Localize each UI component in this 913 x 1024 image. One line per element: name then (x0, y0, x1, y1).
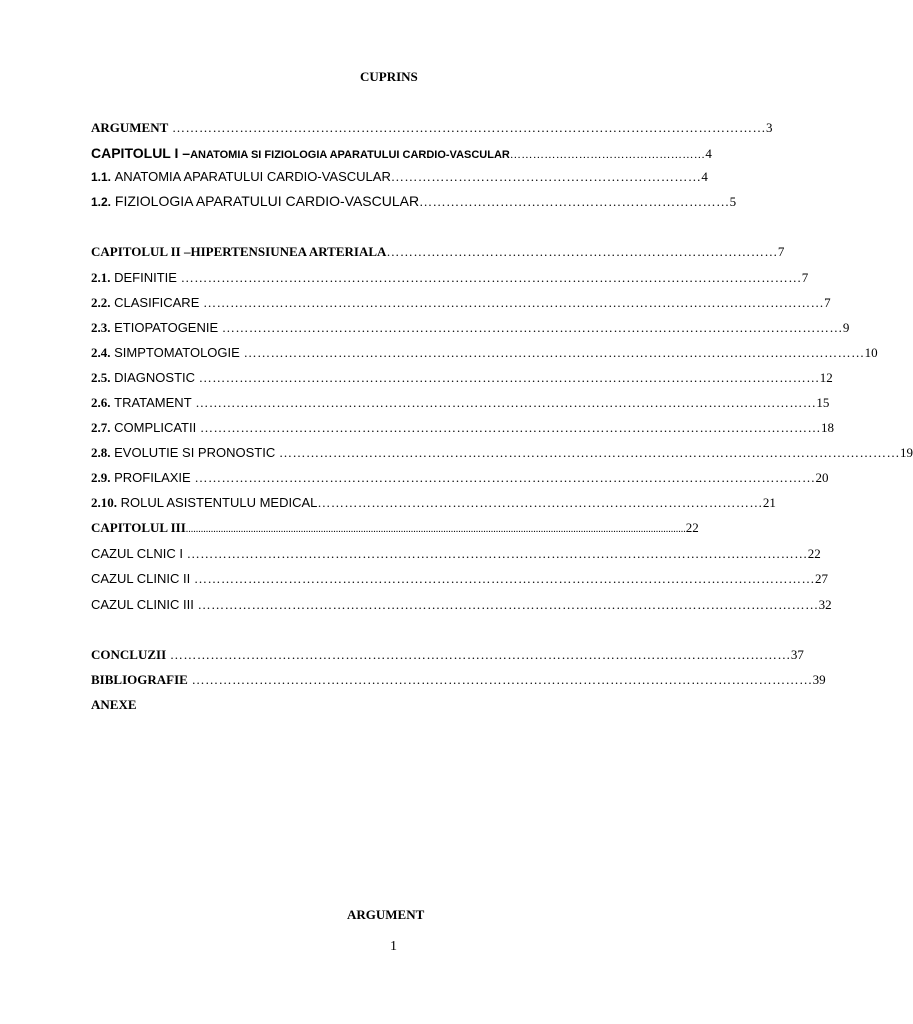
toc-page-number: 22 (807, 546, 821, 561)
toc-entry-2-3[interactable] (91, 320, 850, 335)
toc-entry-caz-2[interactable] (91, 571, 828, 586)
toc-page-number: 32 (818, 597, 832, 612)
toc-page-number: 12 (819, 370, 833, 385)
toc-page-number: 3 (766, 120, 773, 135)
toc-entry-number: CAPITOLUL I – (91, 145, 191, 161)
toc-entry-2-2[interactable] (91, 295, 831, 310)
toc-entry-number: 1.1. (91, 170, 112, 184)
toc-leader-dots: ………………………………………………………………………………………………………………………… (190, 571, 815, 586)
page-number: 1 (390, 939, 397, 954)
toc-page-number: 7 (777, 244, 785, 259)
toc-entry-2-10[interactable] (91, 495, 776, 510)
toc-entry-concluzii[interactable] (91, 647, 804, 662)
toc-leader-dots: ………………………………………………………………………………………………………………………… (218, 320, 843, 335)
toc-page-number: 15 (816, 395, 830, 410)
toc-page-number: 4 (701, 169, 708, 184)
toc-page-number: 19 (899, 445, 913, 460)
toc-entry-caz-1[interactable] (91, 546, 821, 561)
toc-title: CUPRINS (360, 69, 418, 84)
toc-page-number: 39 (812, 672, 826, 687)
toc-entry-1-1[interactable] (91, 169, 708, 184)
toc-entry-2-1[interactable] (91, 270, 809, 285)
toc-entry-2-7[interactable] (91, 420, 834, 435)
toc-entry-2-8[interactable] (91, 445, 913, 460)
toc-page-number: 10 (864, 345, 878, 360)
toc-entry-label: FIZIOLOGIA APARATULUI CARDIO-VASCULAR (114, 193, 420, 209)
toc-leader-dots: ………………………………………………………………………………………………………………………… (176, 270, 802, 285)
toc-leader-dots: ………………………………………………………………………………………………………………………… (190, 470, 816, 485)
toc-page-number: 37 (790, 647, 804, 662)
toc-page-number: 7 (801, 270, 809, 285)
toc-entry-label: SIMPTOMATOLOGIE (114, 345, 240, 360)
toc-entry-2-6[interactable] (91, 395, 830, 410)
toc-entry-label: EVOLUTIE SI PRONOSTIC (114, 445, 276, 460)
toc-leader-dots: ………………………………………………………………………………………………………………………… (193, 597, 819, 612)
toc-page-number: 27 (814, 571, 828, 586)
toc-entry-label: ANATOMIA SI FIZIOLOGIA APARATULUI CARDIO-VASCULAR (190, 149, 510, 161)
toc-leader-dots: ………………………………………………………………………………………………………………………… (166, 647, 791, 662)
toc-leader-dots: ………………………………………………………………………………………………………………………… (275, 445, 900, 460)
toc-leader-dots: ........................................................................................................................................................................................................ (185, 524, 686, 535)
toc-entry-number: 2.5. (91, 370, 111, 385)
toc-page-number: 9 (842, 320, 850, 335)
toc-page-number: 7 (824, 295, 831, 310)
toc-entry-number: 2.1. (91, 270, 111, 285)
toc-leader-dots: ………………………………………………………………………………………………………………………… (187, 672, 813, 687)
toc-entry-capitolul-2[interactable] (91, 244, 785, 259)
toc-leader-dots: ………………………………………………………………………………………………………………………… (196, 420, 821, 435)
toc-entry-2-4[interactable] (91, 345, 878, 360)
toc-entry-argument[interactable] (91, 120, 773, 135)
toc-entry-label: COMPLICATII (114, 420, 197, 435)
toc-entry-label: TRATAMENT (114, 395, 192, 410)
toc-entry-capitolul-1[interactable] (91, 145, 712, 161)
toc-page-number: 5 (729, 194, 737, 209)
toc-entry-label: CAZUL CLNIC I (91, 546, 183, 561)
toc-entry-number: 2.10. (91, 495, 117, 510)
toc-leader-dots: …………………………………………………………… (390, 169, 702, 184)
toc-entry-number: 2.4. (91, 345, 111, 360)
toc-entry-label: CAZUL CLINIC II (91, 571, 191, 586)
toc-entry-label: ETIOPATOGENIE (114, 320, 219, 335)
toc-entry-label: DEFINITIE (114, 270, 177, 285)
toc-entry-label: CONCLUZII (91, 647, 167, 662)
toc-entry-label: BIBLIOGRAFIE (91, 672, 188, 687)
toc-entry-number: 1.2. (91, 195, 112, 209)
section-heading: ARGUMENT (347, 907, 425, 922)
toc-page-number: 20 (815, 470, 829, 485)
toc-leader-dots: ………………………………………………………………………………………………………………………… (195, 370, 820, 385)
toc-page-number: 18 (820, 420, 834, 435)
toc-entry-label: PROFILAXIE (114, 470, 191, 485)
toc-entry-2-9[interactable] (91, 470, 829, 485)
toc-entry-number: 2.7. (91, 420, 111, 435)
toc-entry-number: 2.8. (91, 445, 111, 460)
toc-entry-number: 2.6. (91, 395, 111, 410)
toc-entry-number: 2.3. (91, 320, 111, 335)
toc-entry-label: CAPITOLUL III (91, 520, 186, 535)
toc-entry-bibliografie[interactable] (91, 672, 826, 687)
toc-leader-dots: ……………………………………………………………………………………… (317, 495, 763, 510)
toc-entry-label: ARGUMENT (91, 120, 169, 135)
toc-entry-caz-3[interactable] (91, 597, 832, 612)
toc-entry-label: CAPITOLUL II –HIPERTENSIUNEA ARTERIALA (91, 244, 387, 259)
toc-leader-dots: ………………………………………………………………………………………………………………………… (239, 345, 865, 360)
toc-leader-dots: …………………………………………………………………………… (386, 244, 778, 259)
toc-page-number: 21 (762, 495, 776, 510)
toc-leader-dots: ………………………………………………………………………………………………………………………… (182, 546, 808, 561)
toc-page-number: 4 (705, 146, 712, 161)
toc-entry-number: 2.9. (91, 470, 111, 485)
toc-entry-number: 2.2. (91, 295, 111, 310)
toc-entry-label: CLASIFICARE (114, 295, 200, 310)
toc-leader-dots: ………………………………………………………………………………………………………………………… (199, 295, 825, 310)
toc-page-number: 22 (685, 520, 699, 535)
toc-entry-2-5[interactable] (91, 370, 833, 385)
toc-leader-dots: …………………………………………… (509, 149, 706, 161)
toc-entry-label: ROLUL ASISTENTULU MEDICAL (120, 495, 318, 510)
toc-entry-label: ANATOMIA APARATULUI CARDIO-VASCULAR (114, 169, 391, 184)
toc-entry-label: DIAGNOSTIC (114, 370, 196, 385)
toc-entry-anexe[interactable]: ANEXE (91, 697, 137, 712)
toc-entry-capitolul-3[interactable] (91, 520, 699, 535)
toc-entry-1-2[interactable] (91, 193, 737, 209)
toc-leader-dots: …………………………………………………………… (419, 194, 730, 209)
toc-leader-dots: …………………………………………………………………………………………………………………… (168, 120, 767, 135)
toc-leader-dots: ………………………………………………………………………………………………………………………… (191, 395, 817, 410)
toc-entry-label: CAZUL CLINIC III (91, 597, 194, 612)
